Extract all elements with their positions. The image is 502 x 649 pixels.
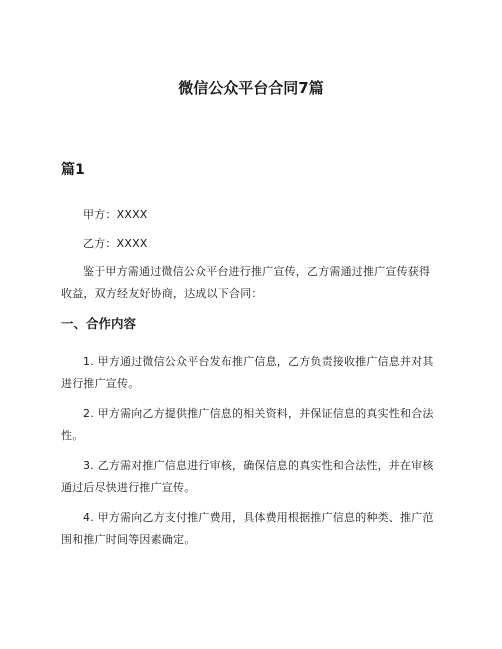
clause-item: 3. 乙方需对推广信息进行审核，确保信息的真实性和合法性，并在审核通过后尽快进行推广宣传。 bbox=[61, 459, 434, 494]
document-title: 微信公众平台合同7篇 bbox=[178, 79, 324, 97]
clause-item: 1. 甲方通过微信公众平台发布推广信息，乙方负责接收推广信息并对其进行推广宣传。 bbox=[61, 355, 434, 390]
intro-paragraph: 鉴于甲方需通过微信公众平台进行推广宣传，乙方需通过推广宣传获得收益，双方经友好协商，达成以下合同： bbox=[61, 265, 431, 300]
party-a-line: 甲方：XXXX bbox=[83, 208, 148, 221]
section-heading: 篇1 bbox=[61, 162, 85, 178]
clause-item: 2. 甲方需向乙方提供推广信息的相关资料，并保证信息的真实性和合法性。 bbox=[61, 407, 434, 442]
document-body bbox=[61, 204, 441, 559]
clause-item: 4. 甲方需向乙方支付推广费用，具体费用根据推广信息的种类、推广范围和推广时间等因素确定。 bbox=[61, 511, 434, 546]
clause-heading: 一、合作内容 bbox=[61, 316, 137, 331]
party-b-line: 乙方：XXXX bbox=[83, 236, 148, 250]
